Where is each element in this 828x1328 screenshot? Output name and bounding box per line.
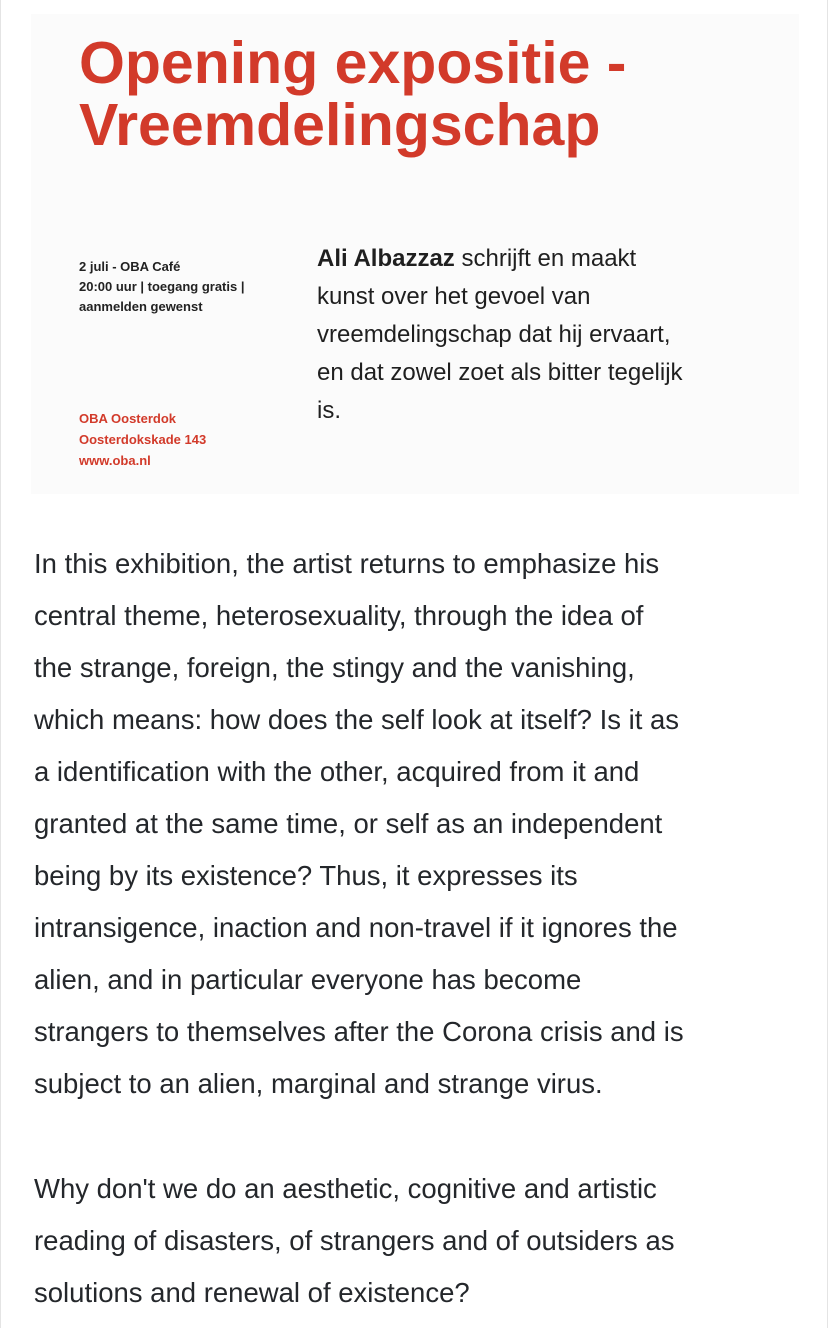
paragraph-line: strangers to themselves after the Corona crisis and is <box>34 1016 684 1047</box>
article-paragraph-1 <box>34 538 814 1110</box>
poster-intro-line-rest: schrijft en maakt <box>454 245 637 272</box>
article-body <box>34 538 814 1308</box>
article-paragraph-2 <box>34 1163 675 1319</box>
venue-website: www.oba.nl <box>79 453 151 468</box>
paragraph-line: being by its existence? Thus, it expresses its <box>34 860 578 891</box>
event-details <box>79 257 244 317</box>
paragraph-line: central theme, heterosexuality, through the idea of <box>34 600 644 631</box>
event-poster-image <box>31 14 799 494</box>
event-registration: aanmelden gewenst <box>79 299 203 314</box>
paragraph-line: alien, and in particular everyone has become <box>34 964 582 995</box>
paragraph-line: In this exhibition, the artist returns to emphasize his <box>34 548 660 579</box>
poster-title-line: Vreemdelingschap <box>79 92 601 158</box>
poster-intro-line: kunst over het gevoel van <box>317 283 591 310</box>
venue-address: Oosterdokskade 143 <box>79 432 207 447</box>
paragraph-line: intransigence, inaction and non-travel if it ignores the <box>34 912 678 943</box>
paragraph-line: reading of disasters, of strangers and of outsiders as <box>34 1225 675 1256</box>
paragraph-line: granted at the same time, or self as an independent <box>34 808 663 839</box>
paragraph-line: which means: how does the self look at itself? Is it as <box>34 704 680 735</box>
poster-intro-text <box>317 240 787 430</box>
event-time-entry: 20:00 uur | toegang gratis | <box>79 279 245 294</box>
poster-intro-line: en dat zowel zoet als bitter tegelijk <box>317 359 683 386</box>
paragraph-line: the strange, foreign, the stingy and the vanishing, <box>34 652 635 683</box>
poster-title <box>79 32 626 156</box>
venue-name: OBA Oosterdok <box>79 411 177 426</box>
paragraph-line: Why don't we do an aesthetic, cognitive and artistic <box>34 1173 657 1204</box>
paragraph-line: a identification with the other, acquired from it and <box>34 756 640 787</box>
paragraph-line: solutions and renewal of existence? <box>34 1277 470 1308</box>
venue-info <box>79 408 206 471</box>
poster-intro-line: is. <box>317 397 341 424</box>
event-date-location: 2 juli - OBA Café <box>79 259 181 274</box>
poster-intro-line: vreemdelingschap dat hij ervaart, <box>317 321 671 348</box>
paragraph-line: subject to an alien, marginal and strange virus. <box>34 1068 603 1099</box>
poster-title-line: Opening expositie - <box>79 30 627 96</box>
poster-intro-line <box>317 240 787 278</box>
artist-name: Ali Albazzaz <box>317 245 455 272</box>
